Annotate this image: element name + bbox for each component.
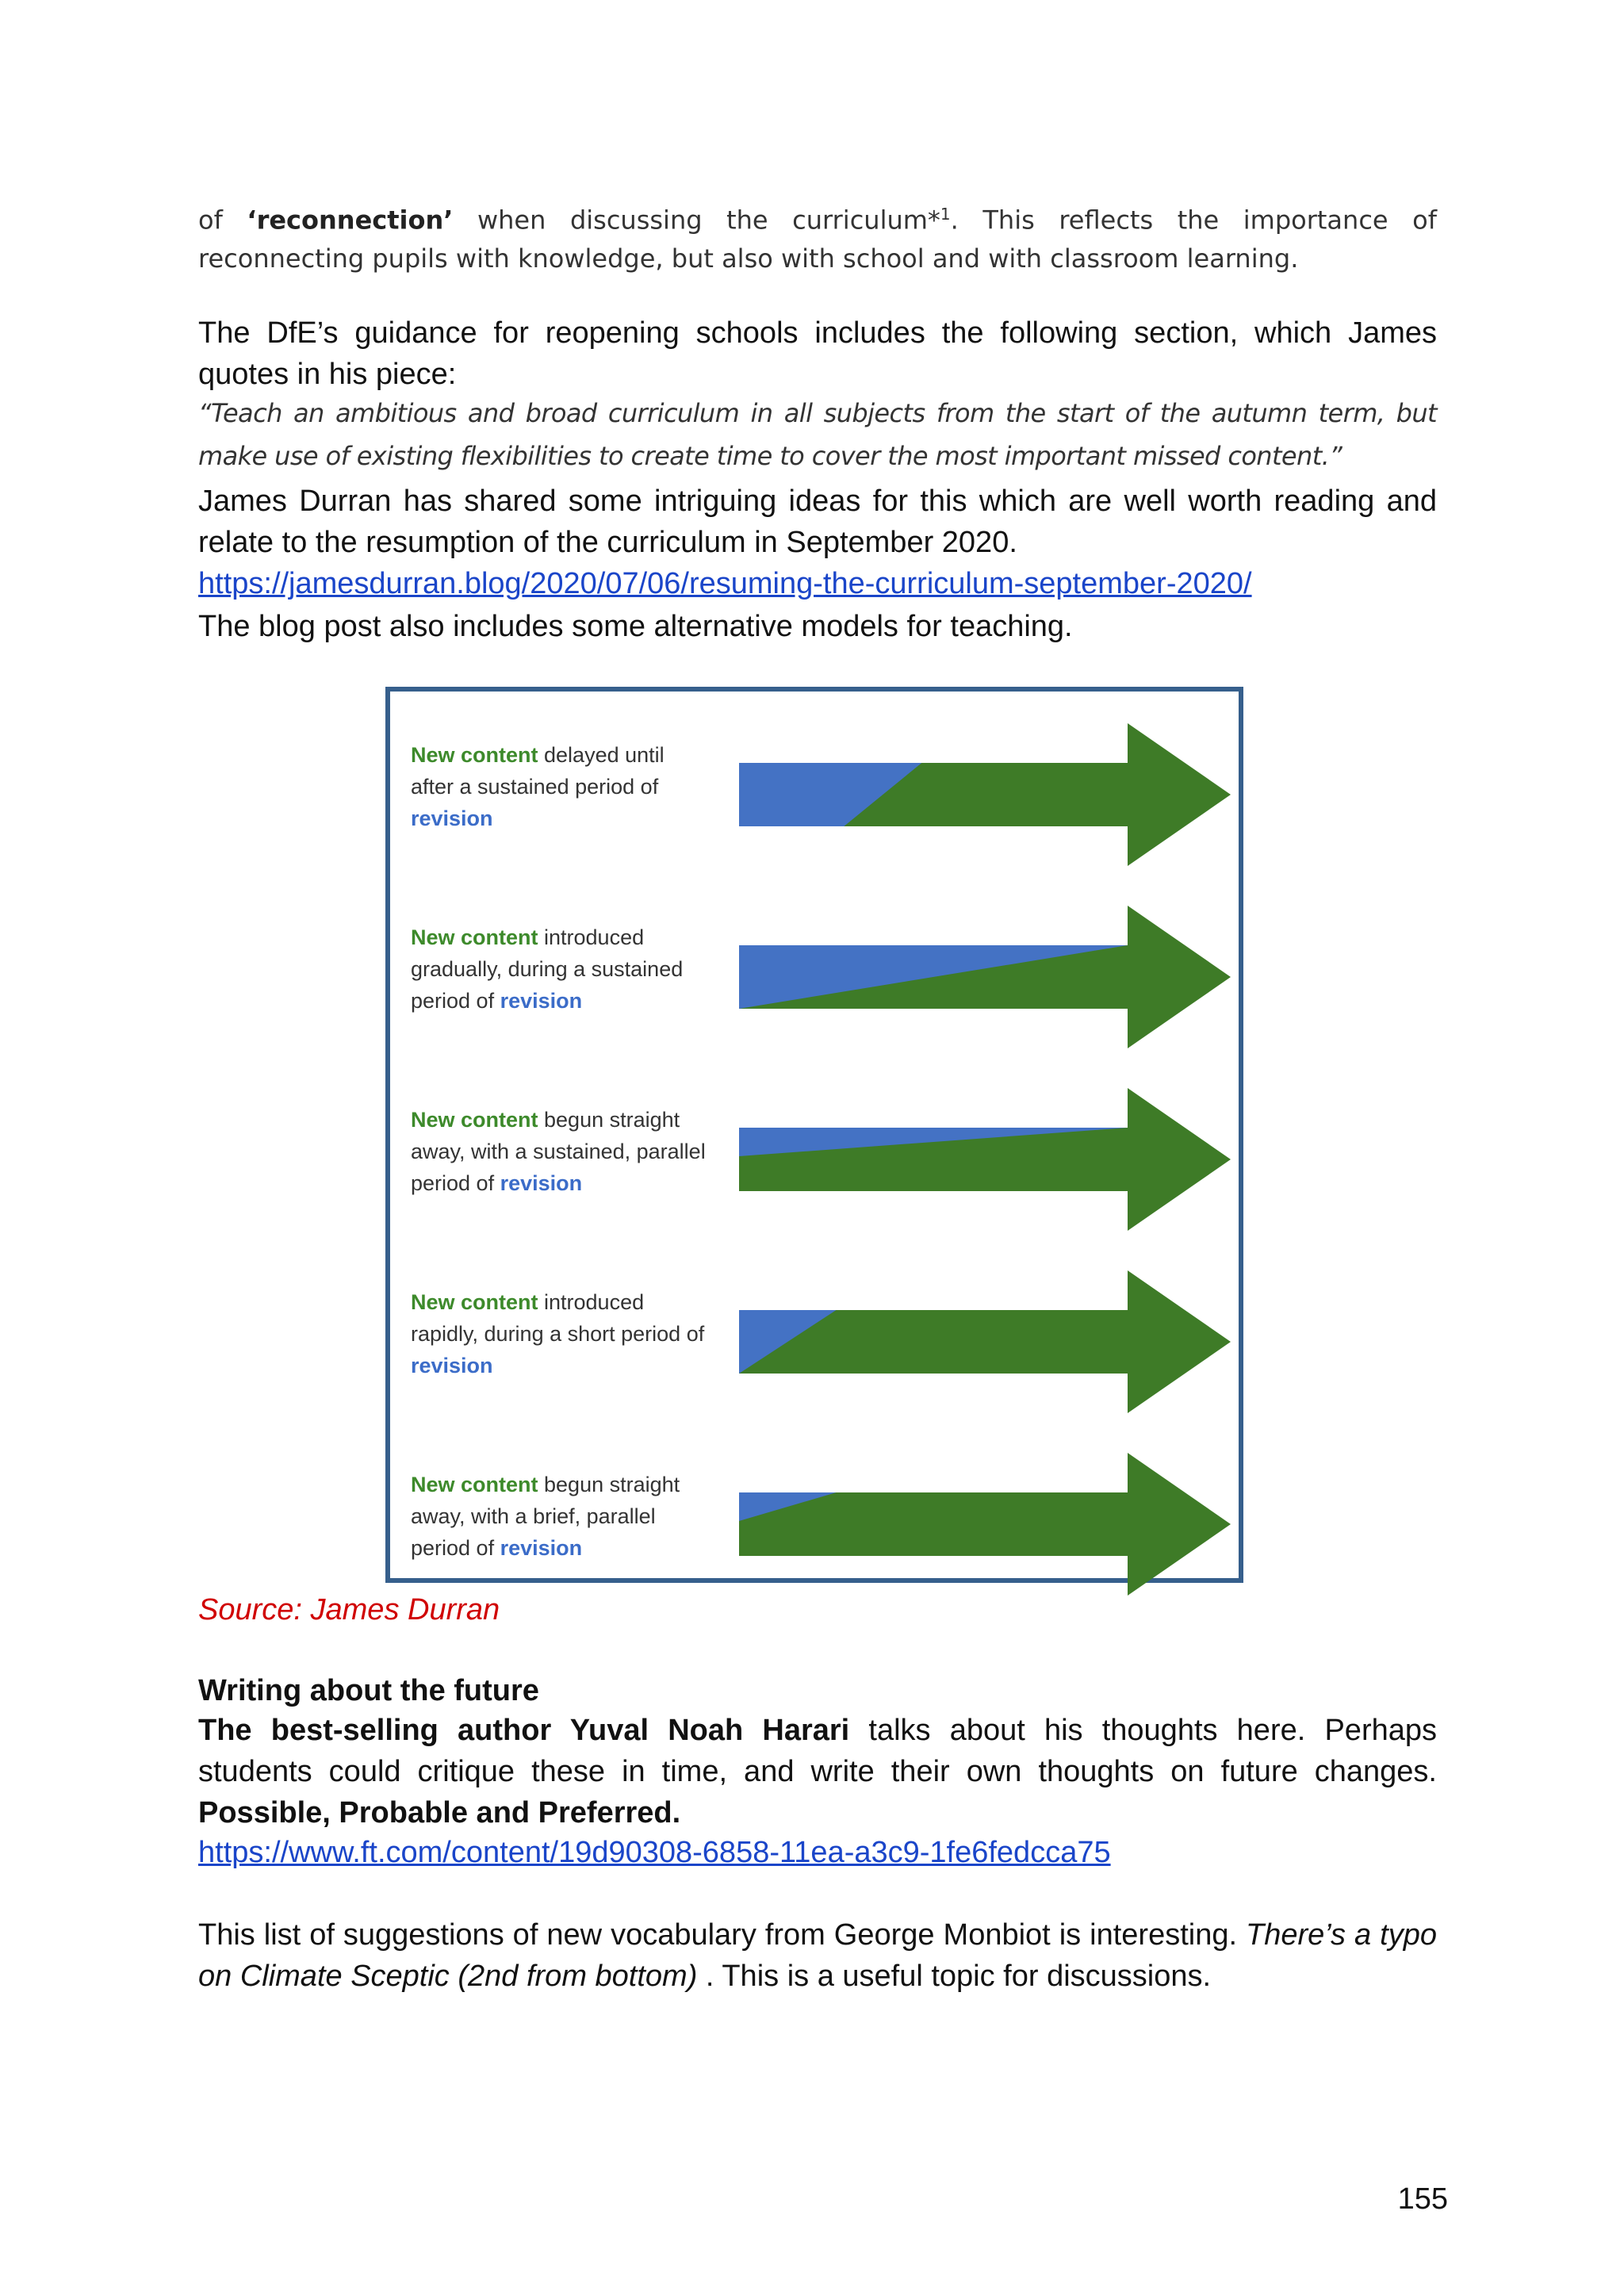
ft-link-line [198, 1832, 1437, 1873]
durran-blog-link[interactable]: https://jamesdurran.blog/2020/07/06/resuming-the-curriculum-september-2020/ [198, 567, 1252, 600]
arrow-graphic [731, 1088, 1239, 1231]
row-label: New content begun straight away, with a sustained, parallel period of revision [411, 1108, 706, 1195]
typo-note: There’s a typo on Climate Sceptic (2nd from bottom) [198, 1918, 1437, 1993]
durran-paragraph: James Durran has shared some intriguing ideas for this which are well worth reading and relate to the resumption of the curriculum in September 2020. [198, 485, 1437, 559]
row-label: New content introduced gradually, during a sustained period of revision [411, 925, 684, 1013]
page-number: 155 [1397, 2182, 1448, 2216]
figure-row [390, 890, 1239, 1033]
arrow-graphic [731, 1453, 1239, 1596]
harari-paragraph: The best-selling author Yuval Noah Harari talks about his thoughts here. Perhaps students could critique these in time, and write their own thoughts on future changes. Possible, Probable and Preferred. [198, 1714, 1437, 1829]
monbiot-paragraph: This list of suggestions of new vocabulary from George Monbiot is interesting. There’s a typo on Climate Sceptic (2nd from bottom) . This is a useful topic for discussions. [198, 1918, 1437, 1993]
figure-row [390, 1072, 1239, 1215]
reconnection-term: ‘reconnection’ [247, 205, 454, 236]
section-heading: Writing about the future [198, 1674, 539, 1707]
figure-row [390, 1255, 1239, 1397]
figure-source-caption: Source: James Durran [198, 1593, 500, 1626]
new-content-arrow [739, 1088, 1231, 1231]
arrow-graphic [731, 1270, 1239, 1413]
new-content-arrow [739, 1453, 1231, 1596]
figure-row [390, 1437, 1239, 1580]
row-label: New content introduced rapidly, during a short period of revision [411, 1290, 705, 1377]
dfe-guidance-paragraph: The DfE’s guidance for reopening schools includes the following section, which James quotes in his piece: [198, 316, 1437, 391]
figure-row [390, 707, 1239, 850]
blog-paragraph: The blog post also includes some alternative models for teaching. [198, 610, 1073, 643]
curriculum-models-figure [385, 687, 1243, 1583]
ft-article-link[interactable]: https://www.ft.com/content/19d90308-6858-11ea-a3c9-1fe6fedcca75 [198, 1836, 1111, 1869]
row-label: New content delayed until after a sustained period of revision [411, 743, 665, 830]
intro-paragraph: of ‘reconnection’ when discussing the curriculum*$^1$. This reflects the importance of reconnecting pupils with knowledge, but also with school and with classroom learning. [198, 205, 1438, 274]
row-label: New content begun straight away, with a brief, parallel period of revision [411, 1473, 680, 1560]
durran-link-line [198, 563, 1437, 604]
arrow-graphic [731, 906, 1239, 1048]
arrow-graphic [731, 723, 1239, 866]
dfe-quote: “Teach an ambitious and broad curriculum in all subjects from the start of the autumn term, but make use of existing flexibilities to create time to cover the most important missed content.” [198, 398, 1437, 471]
new-content-arrow [739, 1270, 1231, 1413]
